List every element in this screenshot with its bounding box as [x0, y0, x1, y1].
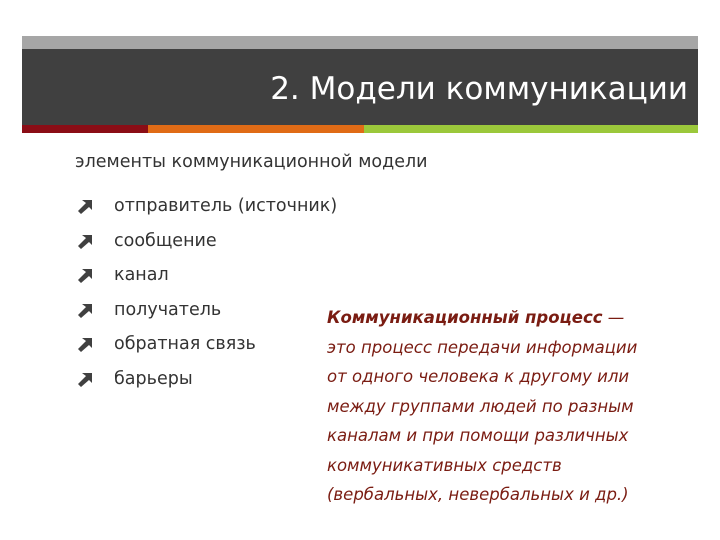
accent-bar-orange: [148, 125, 364, 133]
definition-line: между группами людей по разным: [327, 396, 634, 416]
list-item: [78, 231, 337, 266]
list-item: [78, 300, 337, 335]
arrow-up-right-icon: [78, 231, 104, 249]
definition-line: каналам и при помощи различных: [327, 426, 629, 445]
arrow-up-right-icon: [78, 369, 104, 387]
accent-bar-red: [22, 125, 148, 133]
list-item: [78, 334, 337, 369]
list-item-label: сообщение: [114, 230, 217, 251]
arrow-up-right-icon: [78, 265, 104, 283]
definition-term: Коммуникационный процесс: [327, 308, 603, 327]
arrow-up-right-icon: [78, 196, 104, 214]
list-item-label: отправитель (источник): [114, 196, 338, 216]
accent-bar-green: [364, 125, 698, 133]
list-item-label: получатель: [114, 299, 222, 320]
list-item: [78, 196, 337, 231]
slide-header: [22, 49, 698, 125]
definition-dash: —: [602, 308, 625, 327]
list-item-label: канал: [114, 265, 169, 285]
list-item: [78, 265, 337, 300]
list-item-label: обратная связь: [114, 334, 256, 354]
definition-line: коммуникативных средств: [327, 455, 562, 475]
header-top-strip: [22, 36, 698, 49]
definition-first-line: [327, 303, 707, 333]
definition-paragraph: [327, 303, 707, 510]
definition-line: это процесс передачи информации: [327, 337, 638, 357]
list-item-label: барьеры: [114, 368, 193, 389]
list-item: [78, 369, 337, 404]
element-list: [78, 196, 337, 403]
definition-line: от одного человека к другому или: [327, 367, 630, 386]
arrow-up-right-icon: [78, 300, 104, 318]
arrow-up-right-icon: [78, 334, 104, 352]
definition-line: (вербальных, невербальных и др.): [327, 485, 629, 504]
slide-title: 2. Модели коммуникации: [270, 71, 688, 107]
slide-subtitle: элементы коммуникационной модели: [75, 152, 428, 172]
